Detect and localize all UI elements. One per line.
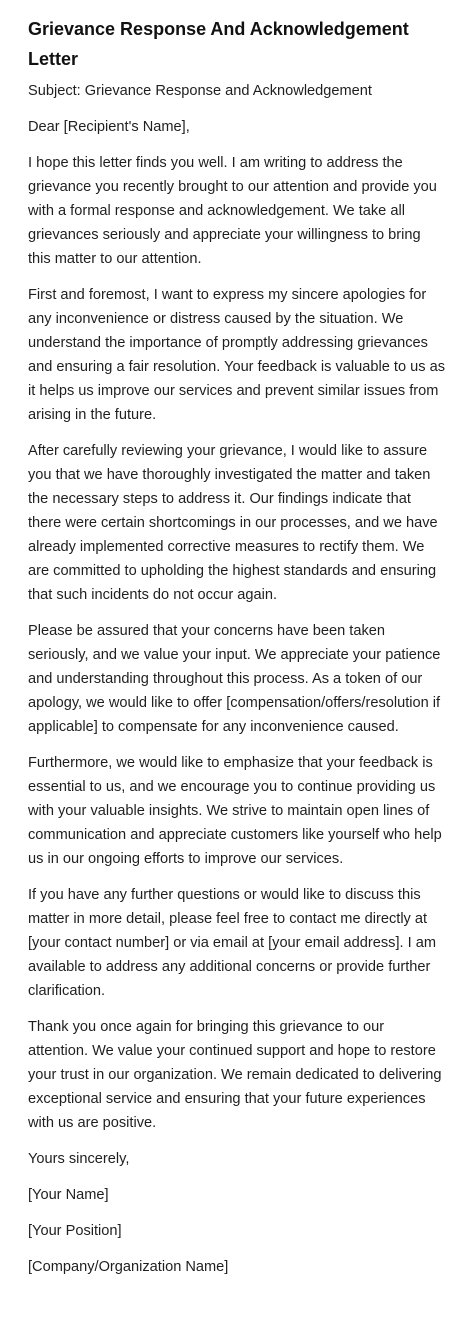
signature-position: [Your Position] [28,1223,122,1239]
letter-paragraph-thanks: Thank you once again for bringing this grievance to our attention. We value your continued support and hope to restore your trust in our organization. We remain dedicated to delivering exceptional service and ensuring that your future experiences with us are positive. [28,1019,442,1131]
letter-paragraph-findings: After carefully reviewing your grievance, I would like to assure you that we have thoroughly investigated the matter and taken the necessary steps to address it. Our findings indicate that there were certain shortcomings in our processes, and we have already implemented corrective measures to rectify them. We are committed to upholding the highest standards and ensuring that such incidents do not occur again. [28,443,438,603]
letter-subject: Subject: Grievance Response and Acknowledgement [28,83,372,99]
letter-closing: Yours sincerely, [28,1151,130,1167]
letter-paragraph-feedback: Furthermore, we would like to emphasize that your feedback is essential to us, and we encourage you to continue providing us with your valuable insights. We strive to maintain open lines of communication and appreciate customers like yourself who help us in our ongoing efforts to improve our services. [28,755,442,867]
letter-title: Grievance Response And Acknowledgement Letter [28,19,409,69]
letter-paragraph-contact: If you have any further questions or would like to discuss this matter in more detail, please feel free to contact me directly at [your contact number] or via email at [your email address]. I am available to address any additional concerns or provide further clarification. [28,887,436,999]
signature-organization: [Company/Organization Name] [28,1259,229,1275]
letter-paragraph-compensation: Please be assured that your concerns have been taken seriously, and we value your input. We appreciate your patience and understanding throughout this process. As a token of our apology, we would like to offer [compensation/offers/resolution if applicable] to compensate for any inconvenience caused. [28,623,441,735]
letter-salutation: Dear [Recipient's Name], [28,119,190,135]
letter-paragraph-apology: First and foremost, I want to express my sincere apologies for any inconvenience or distress caused by the situation. We understand the importance of promptly addressing grievances and ensuring a fair resolution. Your feedback is valuable to us as it helps us improve our services and prevent similar issues from arising in the future. [28,287,446,423]
signature-name: [Your Name] [28,1187,109,1203]
letter-paragraph-intro: I hope this letter finds you well. I am writing to address the grievance you recently brought to our attention and provide you with a formal response and acknowledgement. We take all grievances seriously and appreciate your willingness to bring this matter to our attention. [28,155,437,267]
